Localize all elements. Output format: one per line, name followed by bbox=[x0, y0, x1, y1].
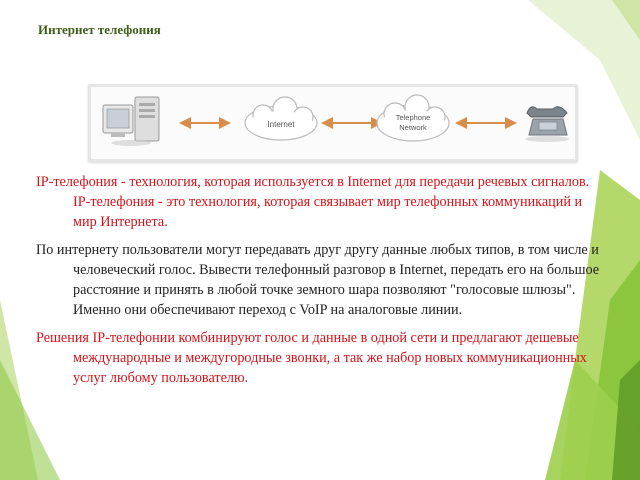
internet-cloud-icon bbox=[245, 97, 317, 140]
telephone-network-label-line2: Network bbox=[399, 123, 427, 132]
internet-cloud-label: Internet bbox=[267, 120, 295, 129]
paragraph-voice-gateways: По интернету пользователи могут передавать друг другу данные любых типов, в том числе и человеческий голос. Вывести телефонный разговор в Internet, передать его на большое расстояние и принять в любой точке земного шара позволяют "голосовые шлюзы". Именно они обеспечивают переход с VoIP на аналоговые линии. bbox=[36, 242, 600, 318]
telephone-network-cloud-icon bbox=[377, 95, 449, 141]
slide-title: Интернет телефония bbox=[38, 22, 161, 37]
body-text bbox=[36, 172, 608, 396]
ip-telephony-diagram bbox=[88, 84, 578, 162]
computer-icon bbox=[103, 97, 159, 146]
paragraph-ip-telephony-solutions: Решения IP-телефонии комбинируют голос и данные в одной сети и предлагают дешевые международные и междугородные звонки, а так же набор новых коммуникационных услуг любому пользователю. bbox=[36, 330, 587, 386]
telephone-icon bbox=[525, 107, 569, 142]
telephone-network-label-line1: Telephone bbox=[395, 113, 431, 122]
paragraph-ip-telephony-definition: IP-телефония - технология, которая используется в Internet для передачи речевых сигналов. IP-телефония - это технология, которая связывает мир телефонных коммуникаций и мир Интернета. bbox=[36, 174, 590, 230]
